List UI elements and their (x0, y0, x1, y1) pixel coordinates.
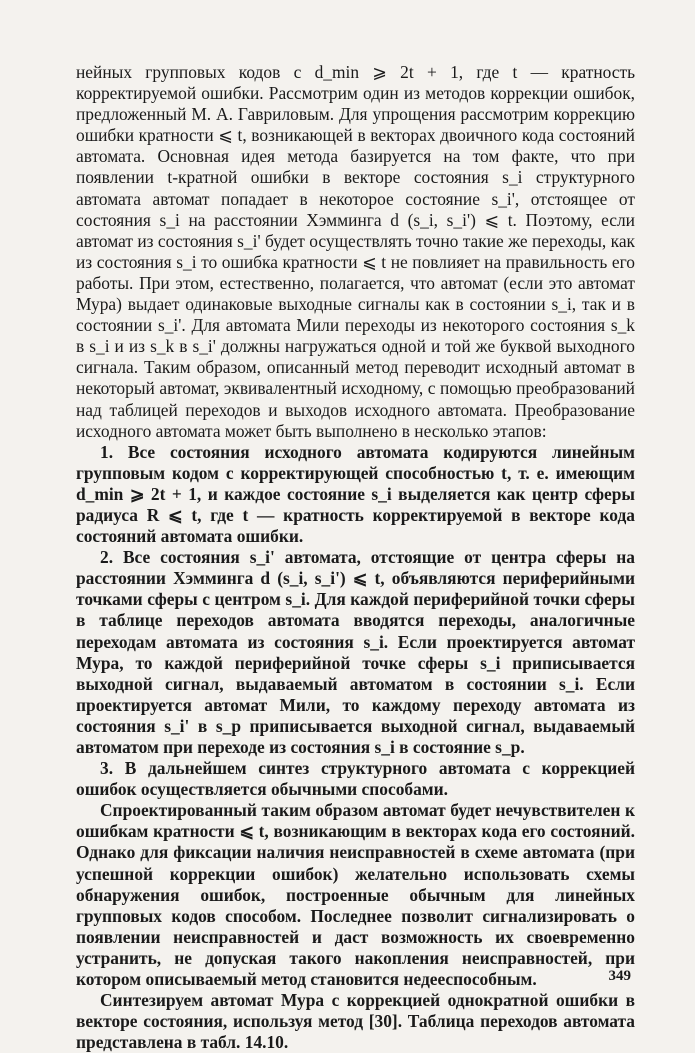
paragraph-synthesis: Синтезируем автомат Мура с коррекцией однократной ошибки в векторе состояния, используя метод [30]. Таблица переходов автомата представлена в табл. 14.10. (76, 990, 635, 1053)
body-text (76, 62, 635, 1053)
page-number: 349 (608, 968, 631, 984)
list-item-2: 2. Все состояния s_i' автомата, отстоящие от центра сферы на расстоянии Хэмминга d (s_i, s_i') ⩽ t, объявляются периферийными точками сферы с центром s_i. Для каждой периферийной точки сферы в таблице переходов автомата вводятся переходы, аналогичные переходам автомата из состояния s_i. Если проектируется автомат Мура, то каждой периферийной точке сферы s_i приписывается выходной сигнал, выдаваемый автоматом в состоянии s_i. Если проектируется автомат Мили, то каждому переходу автомата из состояния s_i' в s_p приписывается выходной сигнал, выдаваемый автоматом при переходе из состояния s_i в состояние s_p. (76, 547, 635, 757)
paragraph-conclusion: Спроектированный таким образом автомат будет нечувствителен к ошибкам кратности ⩽ t, возникающим в векторах кода его состояний. Однако для фиксации наличия неисправностей в схеме автомата (при успешной коррекции ошибок) желательно использовать схемы обнаружения ошибок, построенные обычным для линейных групповых кодов способом. Последнее позволит сигнализировать о появлении неисправностей и даст возможность их своевременно устранить, не допуская такого накопления неисправностей, при котором описываемый метод становится недееспособным. (76, 800, 635, 990)
list-item-1: 1. Все состояния исходного автомата кодируются линейным групповым кодом с корректирующей способностью t, т. е. имеющим d_min ⩾ 2t + 1, и каждое состояние s_i выделяется как центр сферы радиуса R ⩽ t, где t — кратность корректируемой в векторе кода состояний автомата ошибки. (76, 441, 635, 547)
list-item-3: 3. В дальнейшем синтез структурного автомата с коррекцией ошибок осуществляется обычными способами. (76, 758, 635, 800)
paragraph-intro: нейных групповых кодов с d_min ⩾ 2t + 1, где t — кратность корректируемой ошибки. Рассмотрим один из методов коррекции ошибок, предложенный М. А. Гавриловым. Для упрощения рассмотрим коррекцию ошибки кратности ⩽ t, возникающей в векторах двоичного кода состояний автомата. Основная идея метода базируется на том факте, что при появлении t-кратной ошибки в векторе состояния s_i структурного автомата автомат попадает в некоторое состояние s_i', отстоящее от состояния s_i на расстоянии Хэмминга d (s_i, s_i') ⩽ t. Поэтому, если автомат из состояния s_i' будет осуществлять точно такие же переходы, как из состояния s_i то ошибка кратности ⩽ t не повлияет на правильность его работы. При этом, естественно, полагается, что автомат (если это автомат Мура) выдает одинаковые выходные сигналы как в состоянии s_i, так и в состоянии s_i'. Для автомата Мили переходы из некоторого состояния s_k в s_i и из s_k в s_i' должны нагружаться одной и той же буквой выходного сигнала. Таким образом, описанный метод переводит исходный автомат в некоторый автомат, эквивалентный исходному, с помощью преобразований над таблицей переходов и выходов исходного автомата. Преобразование исходного автомата может быть выполнено в несколько этапов: (76, 62, 635, 441)
